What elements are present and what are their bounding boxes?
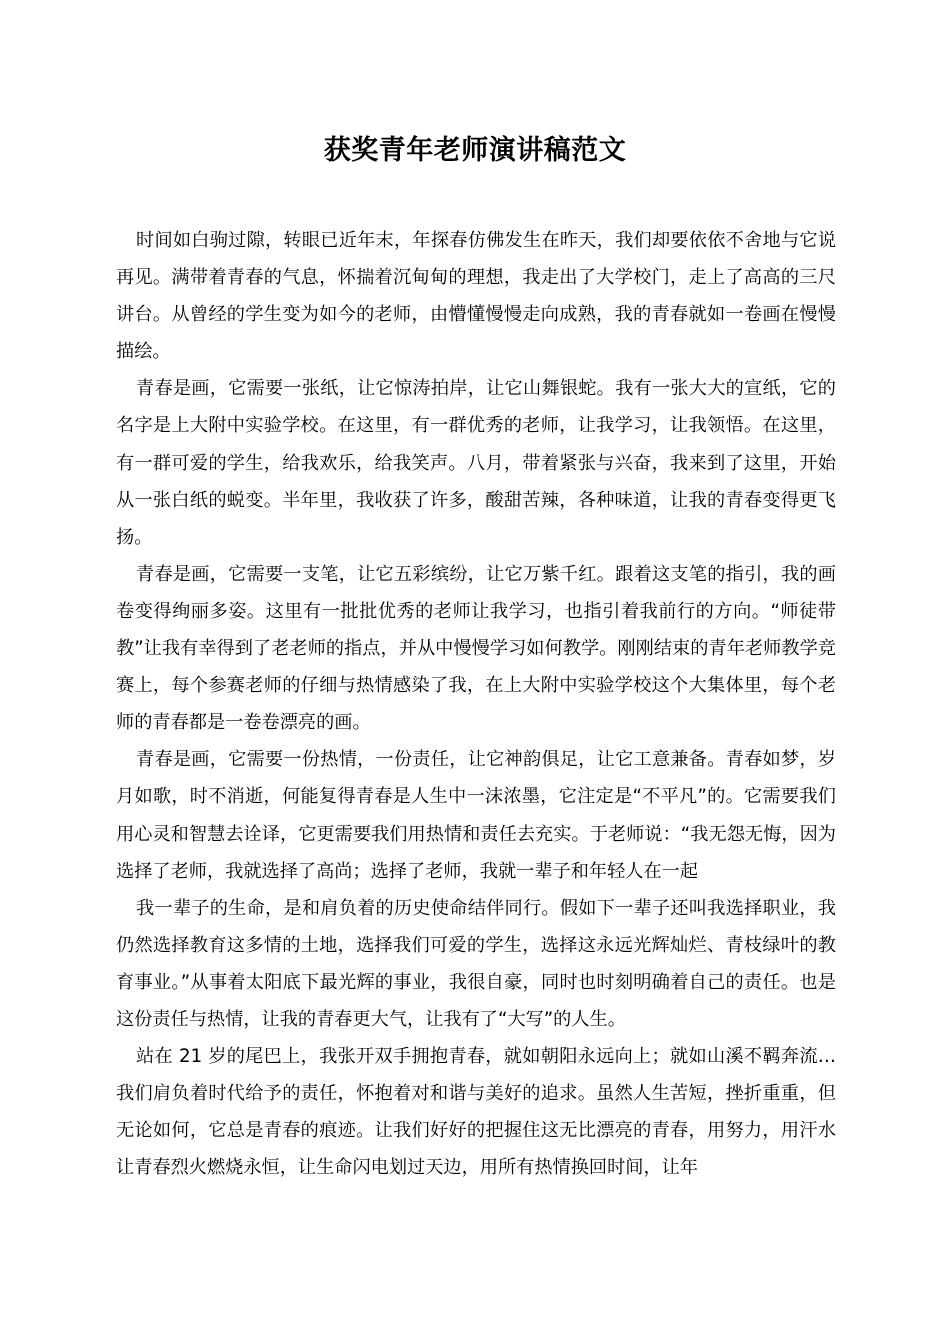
paragraph: 我一辈子的生命，是和肩负着的历史使命结伴同行。假如下一辈子还叫我选择职业，我仍然选择教育这多情的土地，选择我们可爱的学生，选择这永远光辉灿烂、青枝绿叶的教育事业。”从事着太阳底下最光辉的事业，我很自豪，同时也时刻明确着自己的责任。也是这份责任与热情，让我的青春更大气，让我有了“大写”的人生。 <box>116 897 836 1030</box>
paragraph: 青春是画，它需要一张纸，让它惊涛拍岸，让它山舞银蛇。我有一张大大的宣纸，它的名字是上大附中实验学校。在这里，有一群优秀的老师，让我学习，让我领悟。在这里，有一群可爱的学生，给我欢乐，给我笑声。八月，带着紧张与兴奋，我来到了这里，开始从一张白纸的蜕变。半年里，我收获了许多，酸甜苦辣，各种味道，让我的青春变得更飞扬。 <box>116 378 836 548</box>
document-title: 获奖青年老师演讲稿范文 <box>323 135 627 166</box>
document-body <box>116 222 836 1186</box>
paragraph: 站在 21 岁的尾巴上，我张开双手拥抱青春，就如朝阳永远向上；就如山溪不羁奔流…我们肩负着时代给予的责任，怀抱着对和谐与美好的追求。虽然人生苦短，挫折重重，但无论如何，它总是青春的痕迹。让我们好好的把握住这无比漂亮的青春，用努力，用汗水让青春烈火燃烧永恒，让生命闪电划过天边，用所有热情换回时间，让年 <box>116 1046 836 1179</box>
paragraph: 青春是画，它需要一份热情，一份责任，让它神韵俱足，让它工意兼备。青春如梦，岁月如歌，时不消逝，何能复得青春是人生中一沫浓墨，它注定是“不平凡”的。它需要我们用心灵和智慧去诠译，它更需要我们用热情和责任去充实。于老师说：“我无怨无悔，因为选择了老师，我就选择了高尚；选择了老师，我就一辈子和年轻人在一起 <box>116 749 836 882</box>
paragraph: 时间如白驹过隙，转眼已近年末，年探春仿佛发生在昨天，我们却要依依不舍地与它说再见。满带着青春的气息，怀揣着沉甸甸的理想，我走出了大学校门，走上了高高的三尺讲台。从曾经的学生变为如今的老师，由懵懂慢慢走向成熟，我的青春就如一卷画在慢慢描绘。 <box>116 230 836 363</box>
paragraph: 青春是画，它需要一支笔，让它五彩缤纷，让它万紫千红。跟着这支笔的指引，我的画卷变得绚丽多姿。这里有一批批优秀的老师让我学习，也指引着我前行的方向。“师徒带教”让我有幸得到了老老师的指点，并从中慢慢学习如何教学。刚刚结束的青年老师教学竞赛上，每个参赛老师的仔细与热情感染了我，在上大附中实验学校这个大集体里，每个老师的青春都是一卷卷漂亮的画。 <box>116 563 836 734</box>
